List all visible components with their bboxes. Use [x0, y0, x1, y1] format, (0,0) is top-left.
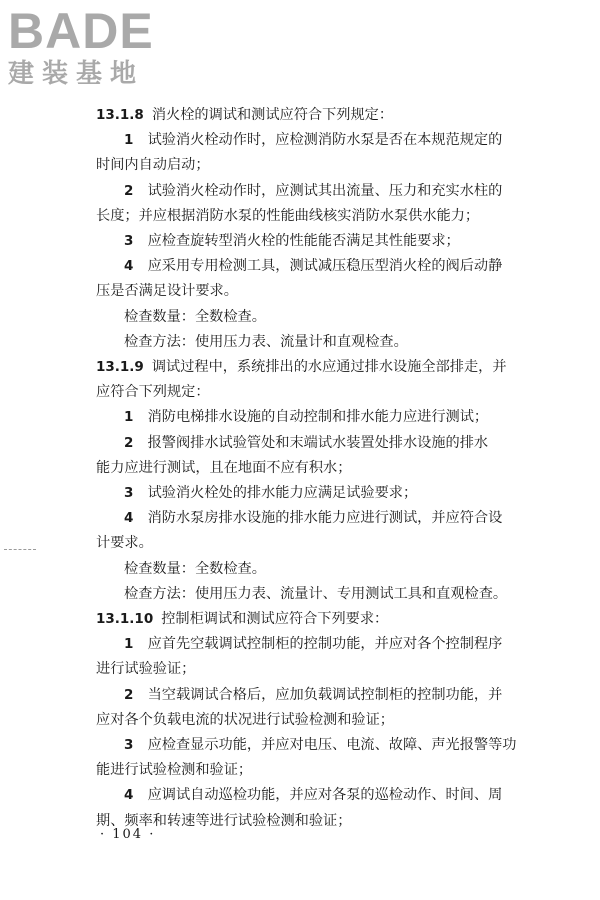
- clause-text: 控制柜调试和测试应符合下列要求：: [161, 611, 389, 628]
- page-body: [96, 103, 528, 834]
- item-text: 应调试自动巡检功能，并应对各泵的巡检动作、时间、周: [147, 787, 503, 804]
- item-text: 应采用专用检测工具，测试减压稳压型消火栓的阀后动静: [147, 258, 503, 275]
- list-item: [96, 733, 528, 758]
- continuation-line: 长度；并应根据消防水泵的性能曲线核实消防水泵供水能力；: [96, 207, 480, 224]
- item-text: 试验消火栓处的排水能力应满足试验要求；: [147, 485, 418, 502]
- item-text: 消防水泵房排水设施的排水能力应进行测试，并应符合设: [147, 510, 503, 527]
- clause-number: 13.1.9: [96, 359, 144, 376]
- item-text: 消防电梯排水设施的自动控制和排水能力应进行测试；: [147, 409, 489, 426]
- item-text: 试验消火栓动作时，应测试其出流量、压力和充实水柱的: [147, 182, 503, 199]
- item-text: 应首先空载调试控制柜的控制功能，并应对各个控制程序: [147, 636, 503, 653]
- margin-mark: [4, 549, 36, 550]
- page-number: · 104 ·: [100, 827, 156, 842]
- item-text: 应检查显示功能，并应对电压、电流、故障、声光报警等功: [147, 737, 517, 754]
- continuation-line: 能进行试验检测和验证；: [96, 762, 253, 779]
- clause-number: 13.1.10: [96, 611, 154, 628]
- list-item: [96, 683, 528, 708]
- clause-heading: [96, 355, 528, 380]
- clause-text: 调试过程中，系统排出的水应通过排水设施全部排走，并: [151, 359, 507, 376]
- item-text: 报警阀排水试验管处和末端试水装置处排水设施的排水: [147, 434, 489, 451]
- logo-subtitle: 建装基地: [8, 59, 145, 89]
- paragraph: 检查数量：全数检查。: [124, 308, 266, 325]
- list-item: [96, 506, 528, 531]
- clause-number: 13.1.8: [96, 107, 144, 123]
- list-item: [96, 405, 528, 430]
- logo: [8, 3, 154, 89]
- paragraph: 检查方法：使用压力表、流量计、专用测试工具和直观检查。: [124, 585, 508, 602]
- item-number: 1: [124, 409, 134, 426]
- list-item: [96, 254, 528, 279]
- list-item: [96, 783, 528, 808]
- list-item: [96, 229, 528, 254]
- list-item: [96, 128, 528, 153]
- clause-heading: [96, 103, 528, 128]
- item-text: 应检查旋转型消火栓的性能能否满足其性能要求；: [147, 233, 460, 250]
- item-number: 4: [124, 510, 134, 527]
- item-number: 2: [124, 434, 134, 451]
- logo-wordmark: BADE: [8, 3, 154, 59]
- item-number: 4: [124, 787, 134, 804]
- item-text: 试验消火栓动作时，应检测消防水泵是否在本规范规定的: [147, 132, 503, 149]
- item-number: 3: [124, 233, 134, 250]
- continuation-line: 计要求。: [96, 535, 153, 552]
- continuation-line: 进行试验验证；: [96, 661, 196, 678]
- paragraph: 检查方法：使用压力表、流量计和直观检查。: [124, 333, 408, 350]
- item-number: 2: [124, 182, 134, 199]
- list-item: [96, 632, 528, 657]
- continuation-line: 时间内自动启动；: [96, 157, 210, 174]
- item-number: 3: [124, 485, 134, 502]
- continuation-line: 应对各个负载电流的状况进行试验检测和验证；: [96, 711, 394, 728]
- list-item: [96, 179, 528, 204]
- paragraph: 检查数量：全数检查。: [124, 560, 266, 577]
- clause-heading: [96, 607, 528, 632]
- list-item: [96, 481, 528, 506]
- item-number: 1: [124, 636, 134, 653]
- item-number: 3: [124, 737, 134, 754]
- continuation-line: 压是否满足设计要求。: [96, 283, 238, 300]
- continuation-line: 能力应进行测试，且在地面不应有积水；: [96, 459, 352, 476]
- continuation-line: 期、频率和转速等进行试验检测和验证；: [96, 812, 352, 829]
- item-number: 2: [124, 686, 134, 703]
- item-text: 当空载调试合格后，应加负载调试控制柜的控制功能，并: [147, 686, 503, 703]
- item-number: 1: [124, 132, 134, 149]
- item-number: 4: [124, 258, 134, 275]
- clause-text: 消火栓的调试和测试应符合下列规定：: [151, 107, 394, 123]
- list-item: [96, 431, 528, 456]
- continuation-line: 应符合下列规定：: [96, 384, 210, 401]
